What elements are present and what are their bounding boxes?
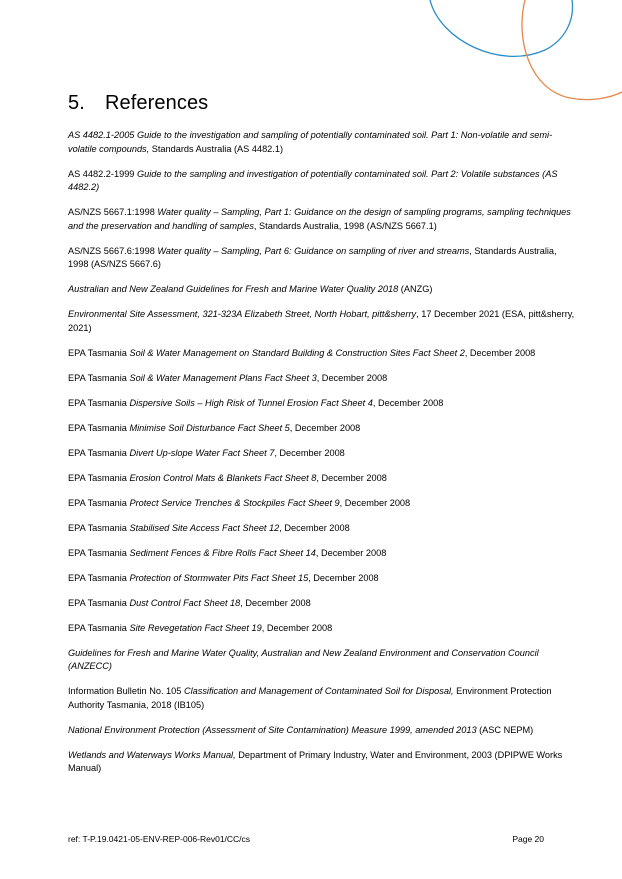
reference-entry: [68, 206, 576, 233]
reference-text: EPA Tasmania: [68, 397, 130, 408]
reference-text: (ASC NEPM): [476, 724, 534, 735]
reference-title: Water quality – Sampling, Part 1: Guidance on the design of sampling programs, sampling techniques and the preservation and handling of samples: [68, 207, 571, 231]
reference-text: EPA Tasmania: [68, 547, 130, 558]
reference-text: EPA Tasmania: [68, 372, 130, 383]
reference-text: AS/NZS 5667.6:1998: [68, 245, 158, 256]
reference-text: Standards Australia (AS 4482.1): [149, 143, 284, 154]
reference-title: Protect Service Trenches & Stockpiles Fact Sheet 9: [129, 497, 340, 508]
reference-title: Guide to the sampling and investigation of potentially contaminated soil. Part 2: Volatile substances (AS 4482.2): [68, 168, 558, 192]
reference-title: Environmental Site Assessment, 321-323A Elizabeth Street, North Hobart, pitt&sherry: [68, 309, 417, 319]
reference-text: Department of Primary Industry, Water and Environment, 2003 (DPIPWE Works Manual): [68, 749, 563, 773]
reference-entry: [68, 724, 576, 738]
section-number: 5.: [68, 92, 85, 114]
section-title: References: [105, 92, 209, 114]
reference-text: EPA Tasmania: [68, 472, 130, 483]
reference-title: Stabilised Site Access Fact Sheet 12: [129, 522, 280, 533]
reference-text: Information Bulletin No. 105: [68, 686, 184, 696]
reference-title: Soil & Water Management on Standard Building & Construction Sites Fact Sheet 2: [129, 347, 465, 358]
reference-entry: [68, 308, 576, 335]
reference-title: Water quality – Sampling, Part 6: Guidance on sampling of river and streams: [157, 245, 470, 256]
reference-entry: [68, 497, 576, 511]
page-number: Page 20: [512, 834, 544, 844]
reference-text: EPA Tasmania: [68, 522, 130, 533]
reference-title: Divert Up-slope Water Fact Sheet 7: [129, 447, 275, 458]
reference-text: , December 2008: [464, 347, 536, 358]
reference-text: EPA Tasmania: [68, 597, 130, 608]
reference-text: , December 2008: [279, 522, 350, 533]
orange-arc: [522, 0, 622, 100]
reference-text: , December 2008: [339, 497, 411, 508]
reference-text: AS/NZS 5667.1:1998: [68, 207, 158, 217]
reference-entry: [68, 685, 576, 712]
reference-text: , December 2008: [372, 397, 444, 408]
reference-title: Wetlands and Waterways Works Manual,: [68, 749, 236, 760]
reference-entry: [68, 397, 576, 411]
reference-title: Protection of Stormwater Pits Fact Sheet 15: [129, 572, 309, 583]
reference-entry: [68, 622, 576, 636]
reference-entry: [68, 597, 576, 611]
reference-entry: [68, 647, 576, 674]
reference-text: , December 2008: [289, 422, 361, 433]
reference-text: , December 2008: [315, 547, 387, 558]
reference-text: , Standards Australia, 1998 (AS/NZS 5667.6): [68, 245, 557, 269]
reference-title: Dust Control Fact Sheet 18: [129, 597, 241, 608]
reference-text: EPA Tasmania: [68, 497, 130, 508]
page-footer: [68, 834, 544, 844]
reference-title: Soil & Water Management Plans Fact Sheet 3: [129, 372, 317, 383]
reference-entry: [68, 347, 576, 361]
reference-text: (ANZG): [398, 284, 433, 294]
reference-text: Environment Protection Authority Tasmania, 2018 (IB105): [68, 686, 552, 710]
reference-entry: [68, 245, 576, 272]
reference-text: , 17 December 2021 (ESA, pitt&sherry, 2021): [68, 309, 575, 333]
reference-text: EPA Tasmania: [68, 447, 130, 458]
reference-title: Erosion Control Mats & Blankets Fact Sheet 8: [129, 472, 317, 483]
section-heading: [68, 92, 208, 115]
reference-text: AS 4482.2-1999: [68, 168, 137, 179]
reference-text: EPA Tasmania: [68, 622, 130, 633]
reference-title: AS 4482.1-2005 Guide to the investigation and sampling of potentially contaminated soil. Part 1: Non-volatile and semi-volatile compounds,: [68, 130, 553, 154]
reference-entry: [68, 447, 576, 461]
reference-entry: [68, 129, 576, 156]
reference-entry: [68, 547, 576, 561]
reference-title: Guidelines for Fresh and Marine Water Quality, Australian and New Zealand Environment and Conservation Council (ANZECC): [68, 647, 539, 671]
reference-text: , December 2008: [240, 597, 311, 608]
reference-entry: [68, 422, 576, 436]
reference-entry: [68, 749, 576, 776]
reference-text: , December 2008: [316, 472, 387, 483]
reference-entry: [68, 372, 576, 386]
reference-title: Minimise Soil Disturbance Fact Sheet 5: [129, 422, 290, 433]
reference-entry: [68, 283, 576, 297]
reference-title: Sediment Fences & Fibre Rolls Fact Sheet 14: [129, 547, 316, 558]
reference-text: EPA Tasmania: [68, 347, 130, 358]
reference-text: , December 2008: [261, 622, 333, 633]
reference-text: , December 2008: [274, 447, 345, 458]
reference-title: Dispersive Soils – High Risk of Tunnel Erosion Fact Sheet 4: [129, 397, 373, 408]
reference-entry: [68, 572, 576, 586]
document-reference: ref: T-P.19.0421-05-ENV-REP-006-Rev01/CC/cs: [68, 834, 251, 844]
reference-title: Australian and New Zealand Guidelines for Fresh and Marine Water Quality 2018: [68, 284, 399, 294]
reference-text: , December 2008: [316, 372, 388, 383]
reference-entry: [68, 168, 576, 195]
reference-list: [68, 129, 576, 787]
reference-text: EPA Tasmania: [68, 572, 130, 583]
reference-title: National Environment Protection (Assessment of Site Contamination) Measure 1999, amended 2013: [68, 724, 477, 735]
reference-entry: [68, 522, 576, 536]
reference-title: Classification and Management of Contaminated Soil for Disposal,: [183, 686, 454, 696]
reference-text: , Standards Australia, 1998 (AS/NZS 5667.1): [253, 220, 437, 231]
reference-title: Site Revegetation Fact Sheet 19: [129, 622, 262, 633]
blue-arc: [430, 0, 573, 56]
reference-text: EPA Tasmania: [68, 422, 130, 433]
reference-entry: [68, 472, 576, 486]
reference-text: , December 2008: [308, 572, 379, 583]
